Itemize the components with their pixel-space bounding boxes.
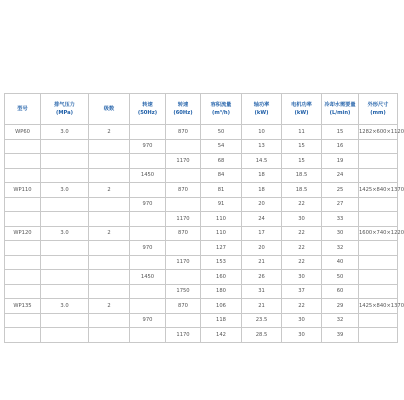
column-header [322, 94, 359, 125]
table-row [5, 226, 398, 241]
table-cell: 3.0 [41, 299, 89, 314]
table-cell [5, 241, 41, 256]
table-cell: 970 [130, 139, 166, 154]
spec-table [4, 93, 404, 343]
table-cell: WP60 [5, 125, 41, 140]
table-cell [89, 255, 130, 270]
table-cell [166, 313, 201, 328]
column-header [41, 94, 89, 125]
table-cell [5, 212, 41, 227]
table-cell: 127 [201, 241, 242, 256]
column-header [359, 94, 398, 125]
table-cell [130, 154, 166, 169]
table-cell: 24 [322, 168, 359, 183]
header-row [5, 94, 398, 125]
table-cell: 142 [201, 328, 242, 343]
table-cell: 970 [130, 241, 166, 256]
column-header-unit: (kW) [294, 110, 309, 116]
table-cell [166, 241, 201, 256]
table-row [5, 183, 398, 198]
table-cell: 10 [242, 125, 282, 140]
column-header [166, 94, 201, 125]
table-row [5, 284, 398, 299]
table-cell: 14.5 [242, 154, 282, 169]
table-cell [41, 154, 89, 169]
column-header-unit: (50Hz) [137, 110, 158, 116]
table-cell: 153 [201, 255, 242, 270]
table-cell [359, 313, 398, 328]
table-cell: 50 [201, 125, 242, 140]
table-cell [41, 270, 89, 285]
table-cell [89, 313, 130, 328]
column-header-unit: (60Hz) [173, 110, 193, 116]
table-cell: 1170 [166, 154, 201, 169]
table-cell: WP120 [5, 226, 41, 241]
column-header-label: 外形尺寸 [367, 101, 389, 108]
table-cell: 84 [201, 168, 242, 183]
table-cell: 16 [322, 139, 359, 154]
table-cell: 30 [282, 313, 322, 328]
table-cell [41, 241, 89, 256]
column-header-unit: (kW) [254, 110, 269, 116]
table-cell: 1450 [130, 270, 166, 285]
table-cell: 22 [282, 226, 322, 241]
table-cell: 81 [201, 183, 242, 198]
column-header [5, 94, 41, 125]
table-cell: 118 [201, 313, 242, 328]
table-cell [5, 255, 41, 270]
column-header [130, 94, 166, 125]
table-cell [5, 154, 41, 169]
table-row [5, 168, 398, 183]
table-cell: 22 [282, 241, 322, 256]
table-cell [359, 328, 398, 343]
table-cell: 15 [282, 139, 322, 154]
table-cell: 22 [282, 299, 322, 314]
table-cell [359, 212, 398, 227]
table-cell: 1425×840×1370 [359, 299, 398, 314]
table-cell: 40 [322, 255, 359, 270]
table-row [5, 328, 398, 343]
table-cell: 1450 [130, 168, 166, 183]
table-cell: 870 [166, 226, 201, 241]
table-cell: 160 [201, 270, 242, 285]
table-cell [41, 212, 89, 227]
table-row [5, 139, 398, 154]
table-cell: WP135 [5, 299, 41, 314]
table-row [5, 299, 398, 314]
table-cell [359, 154, 398, 169]
table-cell [359, 197, 398, 212]
table-cell: 18 [242, 183, 282, 198]
table-cell: 27 [322, 197, 359, 212]
table-cell: 110 [201, 212, 242, 227]
table-row [5, 313, 398, 328]
table-row [5, 255, 398, 270]
table-cell: 19 [322, 154, 359, 169]
table-cell: 870 [166, 299, 201, 314]
table-cell: 30 [282, 328, 322, 343]
table-cell: 17 [242, 226, 282, 241]
table-cell [130, 255, 166, 270]
table-cell: 21 [242, 255, 282, 270]
column-header [282, 94, 322, 125]
table-row [5, 125, 398, 140]
table-cell: 180 [201, 284, 242, 299]
column-header-label: 轴功率 [253, 101, 270, 108]
table-cell: 32 [322, 241, 359, 256]
table-cell [166, 197, 201, 212]
table-cell [130, 284, 166, 299]
table-cell: 3.0 [41, 226, 89, 241]
table-cell [41, 139, 89, 154]
table-row [5, 241, 398, 256]
table-cell: 30 [282, 270, 322, 285]
table-cell: 25 [322, 183, 359, 198]
table-cell [166, 168, 201, 183]
table-cell: 33 [322, 212, 359, 227]
column-header-label: 级数 [103, 105, 115, 112]
table-cell [89, 154, 130, 169]
table-cell: 18 [242, 168, 282, 183]
column-header-label: 排气压力 [54, 101, 75, 108]
column-header-unit: (L/min) [329, 110, 351, 116]
column-header [201, 94, 242, 125]
table-row [5, 154, 398, 169]
table-cell [5, 284, 41, 299]
table-cell [359, 241, 398, 256]
table-cell: 15 [282, 154, 322, 169]
table-row [5, 212, 398, 227]
table-cell: 26 [242, 270, 282, 285]
table-cell [89, 270, 130, 285]
table-cell [166, 139, 201, 154]
table-cell: 1750 [166, 284, 201, 299]
table-cell: 29 [322, 299, 359, 314]
table-cell [359, 255, 398, 270]
table-cell: 2 [89, 226, 130, 241]
column-header [242, 94, 282, 125]
table-cell [5, 328, 41, 343]
column-header-unit: (m³/h) [211, 110, 230, 116]
table-cell [359, 284, 398, 299]
table-cell [130, 212, 166, 227]
table-cell: 20 [242, 241, 282, 256]
table-cell: 1170 [166, 212, 201, 227]
table-cell: 23.5 [242, 313, 282, 328]
table-body [5, 125, 404, 343]
table-cell [5, 168, 41, 183]
table-cell [5, 139, 41, 154]
table-cell [89, 197, 130, 212]
column-header [89, 94, 130, 125]
table-cell: WP110 [5, 183, 41, 198]
table-cell [41, 328, 89, 343]
table-cell [5, 313, 41, 328]
table-cell [41, 313, 89, 328]
table-row [5, 270, 398, 285]
table-cell [130, 328, 166, 343]
table-cell: 1600×740×1220 [359, 226, 398, 241]
table-cell [130, 299, 166, 314]
table-cell: 31 [242, 284, 282, 299]
table-cell: 32 [322, 313, 359, 328]
table-cell: 21 [242, 299, 282, 314]
column-header-label: 型号 [17, 105, 28, 112]
table-cell: 110 [201, 226, 242, 241]
column-header-label: 容积流量 [210, 101, 232, 108]
table-cell: 3.0 [41, 183, 89, 198]
table-cell: 3.0 [41, 125, 89, 140]
table-cell: 91 [201, 197, 242, 212]
table-cell: 870 [166, 125, 201, 140]
table-cell: 50 [322, 270, 359, 285]
column-header-label: 转速 [177, 101, 189, 108]
table-cell: 2 [89, 183, 130, 198]
table-cell: 37 [282, 284, 322, 299]
table-cell [359, 270, 398, 285]
table-cell [89, 284, 130, 299]
table-cell: 68 [201, 154, 242, 169]
table-cell [89, 212, 130, 227]
column-header-unit: (MPa) [55, 110, 74, 116]
table-cell: 24 [242, 212, 282, 227]
table-cell [41, 255, 89, 270]
table-cell: 1170 [166, 255, 201, 270]
table-cell: 870 [166, 183, 201, 198]
table-cell [5, 197, 41, 212]
table-cell: 1425×840×1370 [359, 183, 398, 198]
table-cell: 30 [322, 226, 359, 241]
table-cell: 13 [242, 139, 282, 154]
table-cell [359, 168, 398, 183]
column-header-label: 冷却水需要量 [324, 101, 356, 108]
table-cell [89, 328, 130, 343]
table-cell: 54 [201, 139, 242, 154]
table-cell: 22 [282, 255, 322, 270]
table-cell: 970 [130, 197, 166, 212]
table-cell: 1170 [166, 328, 201, 343]
table-cell: 60 [322, 284, 359, 299]
table-cell: 106 [201, 299, 242, 314]
table-cell [130, 226, 166, 241]
table-cell: 18.5 [282, 183, 322, 198]
table-cell: 39 [322, 328, 359, 343]
table-cell [166, 270, 201, 285]
table-cell: 20 [242, 197, 282, 212]
table-cell [41, 284, 89, 299]
table-cell: 2 [89, 125, 130, 140]
table-cell: 18.5 [282, 168, 322, 183]
table-cell [130, 125, 166, 140]
table-cell [41, 197, 89, 212]
table-row [5, 197, 398, 212]
table-cell [89, 168, 130, 183]
table-cell: 11 [282, 125, 322, 140]
column-header-label: 电机功率 [291, 101, 312, 108]
table-cell: 28.5 [242, 328, 282, 343]
column-header-label: 转速 [142, 101, 153, 108]
table-cell [130, 183, 166, 198]
table-cell [41, 168, 89, 183]
table-cell [89, 139, 130, 154]
table-cell [359, 139, 398, 154]
table-cell [5, 270, 41, 285]
table-cell: 1282×600×1120 [359, 125, 398, 140]
table-cell: 970 [130, 313, 166, 328]
table-cell: 2 [89, 299, 130, 314]
table-cell: 30 [282, 212, 322, 227]
table-cell: 15 [322, 125, 359, 140]
table-cell: 22 [282, 197, 322, 212]
column-header-unit: (mm) [370, 110, 386, 116]
table-cell [89, 241, 130, 256]
